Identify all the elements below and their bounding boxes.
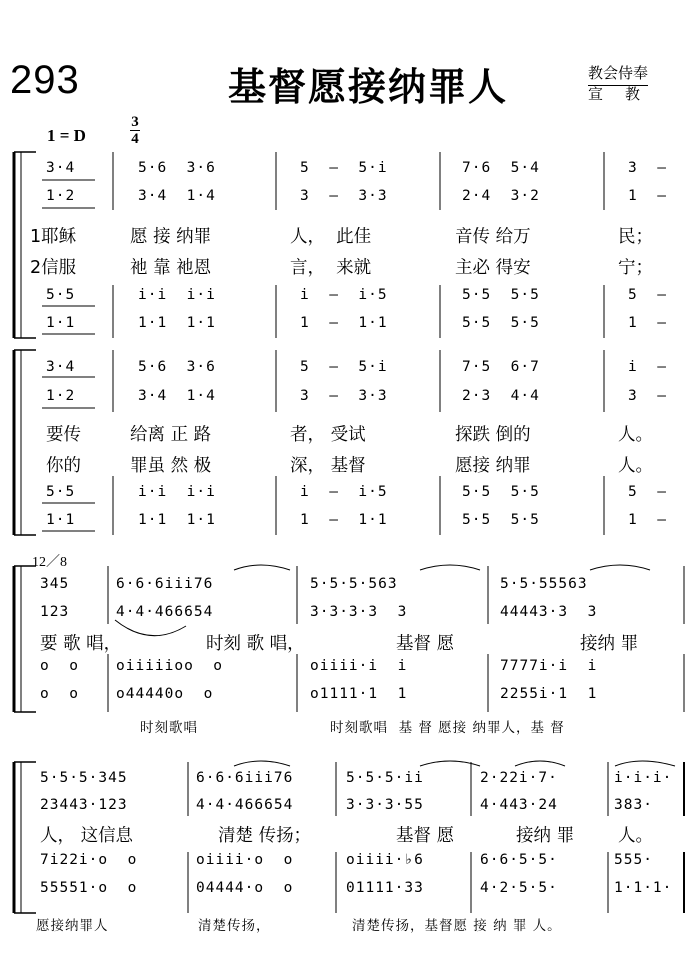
notes: i·i·i· [614,770,673,786]
notes: 1·1 1·1 [138,512,216,528]
time-signature [130,115,140,146]
notes: 55551·o o [40,880,138,896]
lyric: 愿 接 纳罪 [130,227,212,247]
notes: 04444·o o [196,880,294,896]
system-3-tenor [0,658,700,684]
lyric: 人， 此佳 [290,227,372,247]
system-4-lyric [0,822,700,848]
system-1-tenor [0,287,700,313]
lyric: 清楚传扬，基督愿 接 纳 罪 人。 [352,918,562,934]
lyric: 宁； [618,258,653,278]
notes: 23443·123 [40,797,128,813]
notes: oiiii·o o [196,852,294,868]
notes: 123 [40,604,70,620]
system-2-line-2 [0,452,700,478]
notes: 1·1 1·1 [138,315,216,331]
notes: oiiiiioo o [116,658,224,674]
lyric: 人。 [618,826,653,846]
system-1-soprano [0,160,700,186]
system-1-alto [0,188,700,214]
notes: 4·4·466654 [196,797,294,813]
notes: 383· [614,797,653,813]
system-1-verse-1 [0,223,700,249]
system-1-bass [0,315,700,341]
notes: 2·22i·7· [480,770,558,786]
notes: oiiii·i i [310,658,408,674]
notes: 1·1·1· [614,880,673,896]
system-4-under-lyric [0,914,700,940]
notes: 555· [614,852,653,868]
lyric: 2信服 [30,258,77,278]
system-2-soprano [0,359,700,385]
notes: 5·5·55563 [500,576,588,592]
notes: i – i·5 [300,484,388,500]
system-2-bass [0,512,700,538]
notes: 3·4 [46,160,76,176]
lyric: 民； [618,227,653,247]
notes: 5·5 [46,287,76,303]
notes: 1 – [628,512,667,528]
notes: 5·5 5·5 [462,315,540,331]
lyric: 探跌 倒的 [455,425,531,445]
lyric: 时刻 歌 唱， [206,634,305,654]
time-sig-bottom: 4 [131,131,139,147]
key-signature: 1 = D [47,126,86,145]
notes: 5·5 5·5 [462,484,540,500]
notes: 3·4 [46,359,76,375]
system-3-lyric [0,630,700,656]
notes: 5·6 3·6 [138,359,216,375]
notes: 5 – [628,484,667,500]
notes: 4·443·24 [480,797,558,813]
notes: i·i i·i [138,287,216,303]
notes: 3 – 3·3 [300,388,388,404]
lyric: 清楚传扬， [198,918,271,934]
system-4-tenor [0,852,700,878]
notes: 5 – 5·i [300,160,388,176]
notes: 6·6·5·5· [480,852,558,868]
notes: 3·3·3·3 3 [310,604,408,620]
lyric: 要传 [46,425,81,445]
notes: 3 – [628,388,667,404]
notes: 2255i·1 1 [500,686,598,702]
system-4-alto [0,797,700,823]
system-1-verse-2 [0,254,700,280]
lyric: 1耶稣 [30,227,77,247]
notes: 1·2 [46,388,76,404]
lyric: 时刻歌唱 [140,720,198,736]
notes: i·i i·i [138,484,216,500]
lyric: 基督 愿 [396,634,455,654]
lyric: 音传 给万 [455,227,531,247]
notes: 4·2·5·5· [480,880,558,896]
notes: 1·1 [46,512,76,528]
notes: 1·2 [46,188,76,204]
system-4-soprano [0,770,700,796]
hymn-title: 基督愿接纳罪人 [228,65,509,109]
notes: 4·4·466654 [116,604,214,620]
notes: 1 – [628,315,667,331]
notes: 7777i·i i [500,658,598,674]
notes: 5·5 [46,484,76,500]
notes: 345 [40,576,70,592]
system-3-alto [0,604,700,630]
system-4-bass [0,880,700,906]
credit-line-2: 宣教 [588,85,663,103]
notes: 1 – [628,188,667,204]
notes: 6·6·6iii76 [196,770,294,786]
lyric: 接纳 罪 [580,634,639,654]
system-3-bass [0,686,700,712]
lyric: 要 歌 唱， [40,634,122,654]
notes: 1 – 1·1 [300,512,388,528]
notes: o o [40,658,79,674]
lyric: 祂 靠 祂恩 [130,258,212,278]
system-3-under-lyric [0,716,700,742]
notes: 1 – 1·1 [300,315,388,331]
lyric: 人， 这信息 [40,826,134,846]
lyric: 深， 基督 [290,456,366,476]
system-2-alto [0,388,700,414]
notes: 3·3·3·55 [346,797,424,813]
notes: 5 – 5·i [300,359,388,375]
meter-change: 12／8 [32,555,67,570]
notes: 7·6 5·4 [462,160,540,176]
notes: 5·5·5·ii [346,770,424,786]
lyric: 基督 愿 [396,826,455,846]
notes: 3·4 1·4 [138,388,216,404]
notes: 5·5 5·5 [462,512,540,528]
notes: 3 – [628,160,667,176]
lyric: 清楚 传扬； [218,826,312,846]
notes: 5·5·5·563 [310,576,398,592]
notes: 2·4 3·2 [462,188,540,204]
lyric: 人。 [618,456,653,476]
notes: 3·4 1·4 [138,188,216,204]
lyric: 人。 [618,425,653,445]
time-sig-top: 3 [131,114,139,130]
notes: 6·6·6iii76 [116,576,214,592]
notes: i – i·5 [300,287,388,303]
lyric: 接纳 罪 [516,826,575,846]
notes: 5·5 5·5 [462,287,540,303]
notes: o1111·1 1 [310,686,408,702]
notes: 5·5·5·345 [40,770,128,786]
notes: 7i22i·o o [40,852,138,868]
lyric: 给离 正 路 [130,425,212,445]
notes: 5·6 3·6 [138,160,216,176]
lyric: 时刻歌唱 基 督 愿接 纳罪人，基 督 [330,720,565,736]
system-2-tenor [0,484,700,510]
notes: 7·5 6·7 [462,359,540,375]
hymn-number: 293 [10,58,80,102]
notes: 2·3 4·4 [462,388,540,404]
notes: i – [628,359,667,375]
notes: 1·1 [46,315,76,331]
notes: oiiii·♭6 [346,852,424,868]
lyric: 者， 受试 [290,425,366,445]
notes: o44440o o [116,686,214,702]
lyric: 主必 得安 [455,258,531,278]
system-2-line-1 [0,421,700,447]
lyric: 愿接 纳罪 [455,456,531,476]
credit-line-1: 教会侍奉 [588,62,648,86]
lyric: 愿接纳罪人 [36,918,109,934]
notes: 01111·33 [346,880,424,896]
notes: 44443·3 3 [500,604,598,620]
lyric: 你的 [46,456,81,476]
notes: 3 – 3·3 [300,188,388,204]
lyric: 罪虽 然 极 [130,456,212,476]
notes: o o [40,686,79,702]
notes: 5 – [628,287,667,303]
lyric: 言， 来就 [290,258,372,278]
system-3-soprano [0,576,700,602]
